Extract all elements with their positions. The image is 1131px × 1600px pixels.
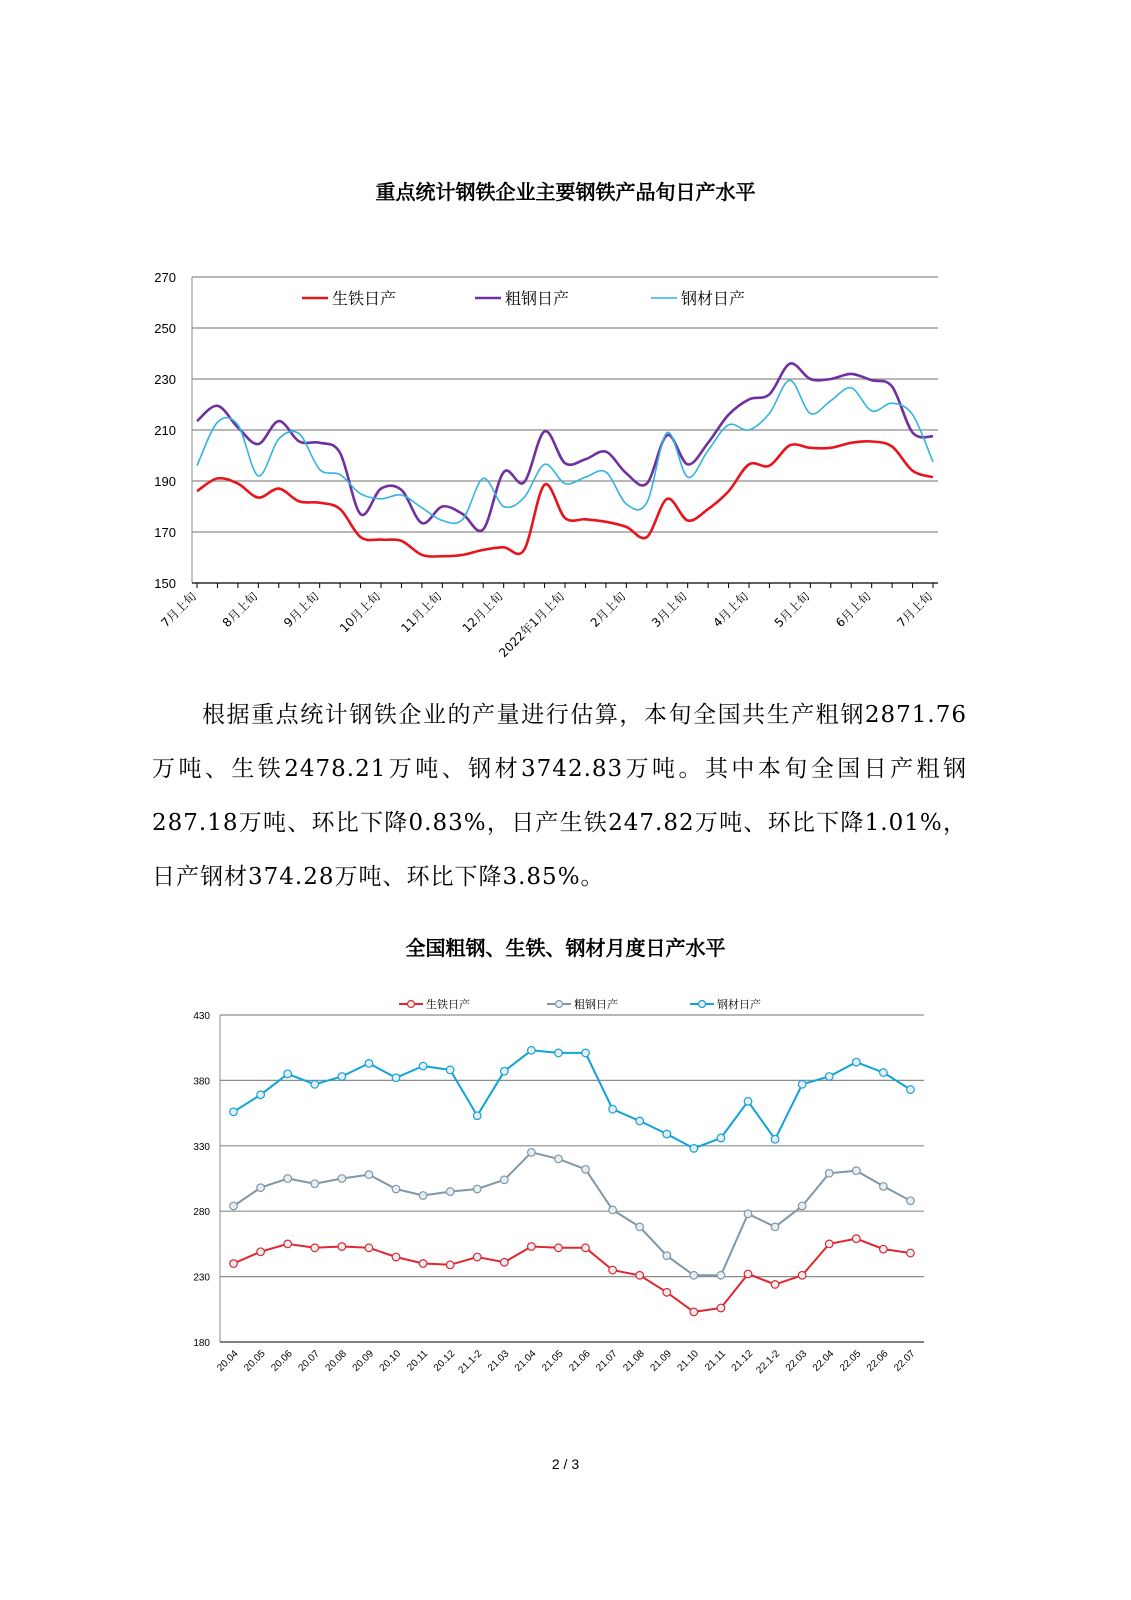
chart2-data-point	[771, 1135, 779, 1143]
chart2-legend-marker	[408, 1001, 415, 1008]
chart2-data-point	[907, 1086, 915, 1094]
chart2-x-tick-label: 21.1-2	[456, 1348, 485, 1377]
chart2-data-point	[446, 1188, 454, 1196]
chart1-x-tick-label: 10月上旬	[336, 589, 384, 636]
chart1-y-tick-label: 170	[154, 525, 176, 540]
chart2-data-point	[257, 1248, 265, 1256]
chart2-data-point	[636, 1117, 644, 1125]
chart2-data-point	[744, 1098, 752, 1106]
chart2-data-point	[717, 1271, 725, 1279]
chart2-data-point	[636, 1223, 644, 1231]
chart2-x-tick-label: 20.08	[323, 1348, 349, 1374]
chart1-x-tick-label: 4月上旬	[710, 589, 752, 630]
chart1-y-tick-label: 190	[154, 474, 176, 489]
chart2-x-tick-label: 21.09	[648, 1348, 674, 1374]
chart2-data-point	[365, 1060, 373, 1068]
chart2-data-point	[744, 1270, 752, 1278]
body-paragraph-block	[152, 688, 967, 904]
chart2-data-point	[825, 1240, 833, 1248]
chart2-legend-label: 钢材日产	[717, 998, 761, 1011]
body-paragraph: 根据重点统计钢铁企业的产量进行估算，本旬全国共生产粗钢2871.76万吨、生铁2478.21万吨、钢材3742.83万吨。其中本旬全国日产粗钢287.18万吨、环比下降0.83%，日产生铁247.82万吨、环比下降1.01%，日产钢材374.28万吨、环比下降3.85%。	[152, 702, 967, 890]
chart2-data-point	[473, 1253, 481, 1261]
chart2-svg	[0, 990, 1131, 1400]
chart2-x-tick-label: 22.05	[837, 1348, 864, 1374]
chart1-x-tick-label: 2022年1月上旬	[496, 589, 568, 661]
chart2-data-point	[419, 1192, 427, 1200]
chart1-legend-label: 粗钢日产	[505, 289, 570, 308]
chart2-data-point	[555, 1049, 563, 1057]
chart2-y-tick-label: 430	[193, 1011, 210, 1022]
chart2-x-tick-label: 22.04	[810, 1348, 837, 1374]
chart2-data-point	[880, 1069, 888, 1077]
chart1-y-tick-label: 210	[154, 423, 176, 438]
chart2-data-point	[771, 1281, 779, 1289]
chart2-x-tick-label: 21.11	[703, 1348, 729, 1374]
chart2-data-point	[311, 1081, 319, 1089]
chart2-data-point	[473, 1112, 481, 1120]
chart2-data-point	[609, 1206, 617, 1214]
chart2-data-point	[907, 1197, 915, 1205]
chart2-x-tick-label: 22.06	[865, 1348, 891, 1374]
chart2-legend-marker	[699, 1001, 706, 1008]
chart2-data-point	[501, 1258, 509, 1266]
chart2-data-point	[771, 1223, 779, 1231]
chart2-x-tick-label: 21.04	[513, 1348, 539, 1374]
chart2-x-tick-label: 20.07	[296, 1348, 322, 1374]
chart2-x-tick-label: 22.07	[892, 1348, 918, 1374]
chart2-data-point	[717, 1134, 725, 1142]
chart1-legend-label: 生铁日产	[332, 289, 397, 308]
chart2-data-point	[825, 1169, 833, 1177]
chart2-data-point	[690, 1145, 698, 1153]
page-number: 2 / 3	[551, 1456, 580, 1472]
chart2-data-point	[419, 1062, 427, 1070]
chart2-data-point	[230, 1202, 238, 1210]
chart2-data-point	[555, 1244, 563, 1252]
chart2-data-point	[555, 1155, 563, 1163]
chart2-x-tick-label: 21.06	[567, 1348, 593, 1374]
chart2-data-point	[230, 1260, 238, 1268]
chart2-x-tick-label: 20.09	[350, 1348, 377, 1374]
chart1-svg	[0, 250, 1131, 670]
chart1-x-tick-label: 7月上旬	[158, 589, 200, 630]
chart2-data-point	[582, 1049, 590, 1057]
chart2-data-point	[528, 1047, 536, 1055]
chart2-data-point	[582, 1244, 590, 1252]
chart2-x-tick-label: 22.03	[783, 1348, 810, 1374]
chart2-x-tick-label: 20.06	[269, 1348, 295, 1374]
chart2-data-point	[419, 1260, 427, 1268]
chart2-data-point	[311, 1180, 319, 1188]
chart2-data-point	[636, 1271, 644, 1279]
chart1-x-tick-label: 2月上旬	[587, 589, 629, 630]
chart1-y-tick-label: 270	[154, 270, 176, 285]
chart2-x-tick-label: 21.12	[729, 1348, 756, 1374]
chart2-data-point	[365, 1244, 373, 1252]
chart2-data-point	[284, 1240, 292, 1248]
chart1-y-tick-label: 150	[154, 576, 176, 591]
chart2-y-tick-label: 280	[193, 1207, 210, 1219]
chart2-data-point	[744, 1210, 752, 1218]
chart1-x-tick-label: 9月上旬	[281, 589, 322, 630]
chart2-data-point	[446, 1261, 454, 1269]
chart2-series-line-1	[234, 1152, 911, 1275]
chart2-data-point	[717, 1304, 725, 1312]
chart1-legend-label: 钢材日产	[681, 289, 746, 308]
chart2-y-tick-label: 230	[193, 1272, 210, 1284]
chart2-data-point	[446, 1066, 454, 1074]
chart2-x-tick-label: 20.05	[242, 1348, 268, 1374]
chart1-y-tick-label: 250	[154, 321, 176, 336]
chart2-data-point	[392, 1074, 400, 1082]
chart2-data-point	[392, 1185, 400, 1193]
chart2-legend-marker	[556, 1001, 563, 1008]
chart2-data-point	[798, 1081, 806, 1089]
chart2-data-point	[284, 1175, 292, 1183]
chart2-legend-label: 生铁日产	[426, 998, 470, 1011]
chart2-data-point	[880, 1245, 888, 1253]
chart2-data-point	[582, 1166, 590, 1174]
chart1-title: 重点统计钢铁企业主要钢铁产品旬日产水平	[375, 180, 756, 204]
chart1-x-tick-label: 7月上旬	[894, 589, 936, 630]
chart2-data-point	[853, 1058, 861, 1066]
chart2-data-point	[690, 1308, 698, 1316]
chart2-x-tick-label: 21.05	[540, 1348, 566, 1374]
chart2-data-point	[473, 1185, 481, 1193]
chart2-data-point	[284, 1070, 292, 1078]
chart2-data-point	[853, 1167, 861, 1175]
chart1-x-tick-label: 5月上旬	[771, 589, 813, 630]
chart2-x-tick-label: 21.03	[485, 1348, 512, 1374]
chart2-data-point	[853, 1235, 861, 1243]
chart2-data-point	[609, 1266, 617, 1274]
chart1-y-tick-label: 230	[154, 372, 176, 387]
chart2-data-point	[528, 1243, 536, 1251]
chart2-x-tick-label: 21.10	[675, 1348, 701, 1374]
chart1-x-tick-label: 6月上旬	[833, 589, 874, 630]
chart2-data-point	[338, 1243, 346, 1251]
chart2-data-point	[257, 1091, 265, 1099]
chart2-y-tick-label: 330	[193, 1141, 210, 1153]
chart2-data-point	[365, 1171, 373, 1179]
chart2-y-tick-label: 380	[193, 1076, 210, 1088]
chart2-data-point	[690, 1271, 698, 1279]
chart1-series-line-0	[197, 441, 933, 556]
chart2-data-point	[230, 1108, 238, 1116]
chart2-data-point	[907, 1249, 915, 1257]
chart2-data-point	[880, 1183, 888, 1191]
chart2-data-point	[528, 1149, 536, 1157]
chart2-data-point	[798, 1271, 806, 1279]
chart2-title: 全国粗钢、生铁、钢材月度日产水平	[405, 936, 726, 960]
chart2-data-point	[311, 1244, 319, 1252]
chart2-x-tick-label: 20.10	[377, 1348, 404, 1374]
chart2-x-tick-label: 22.1-2	[754, 1348, 783, 1377]
chart2-x-tick-label: 21.08	[621, 1348, 647, 1374]
chart2-series-line-2	[234, 1050, 911, 1148]
chart2-legend-label: 粗钢日产	[574, 998, 618, 1011]
chart2-data-point	[825, 1073, 833, 1081]
chart2-data-point	[798, 1202, 806, 1210]
chart2-data-point	[257, 1184, 265, 1192]
chart2-data-point	[663, 1252, 671, 1260]
chart1-x-tick-label: 11月上旬	[398, 589, 445, 636]
chart2-data-point	[663, 1288, 671, 1296]
chart1-x-tick-label: 12月上旬	[459, 589, 506, 636]
chart2-data-point	[392, 1253, 400, 1261]
chart2-series-line-0	[234, 1239, 911, 1312]
chart2-data-point	[501, 1067, 509, 1075]
chart2-x-tick-label: 20.04	[215, 1348, 241, 1374]
chart1-x-tick-label: 8月上旬	[219, 589, 261, 630]
chart2-x-tick-label: 21.07	[594, 1348, 620, 1374]
chart2-data-point	[338, 1175, 346, 1183]
chart2-data-point	[338, 1073, 346, 1081]
chart1-x-tick-label: 3月上旬	[649, 589, 690, 630]
chart2-data-point	[663, 1130, 671, 1138]
chart2-data-point	[609, 1105, 617, 1113]
chart2-x-tick-label: 20.11	[405, 1348, 431, 1374]
chart2-x-tick-label: 20.12	[431, 1348, 458, 1374]
chart2-y-tick-label: 180	[193, 1338, 210, 1349]
chart2-data-point	[501, 1176, 509, 1184]
